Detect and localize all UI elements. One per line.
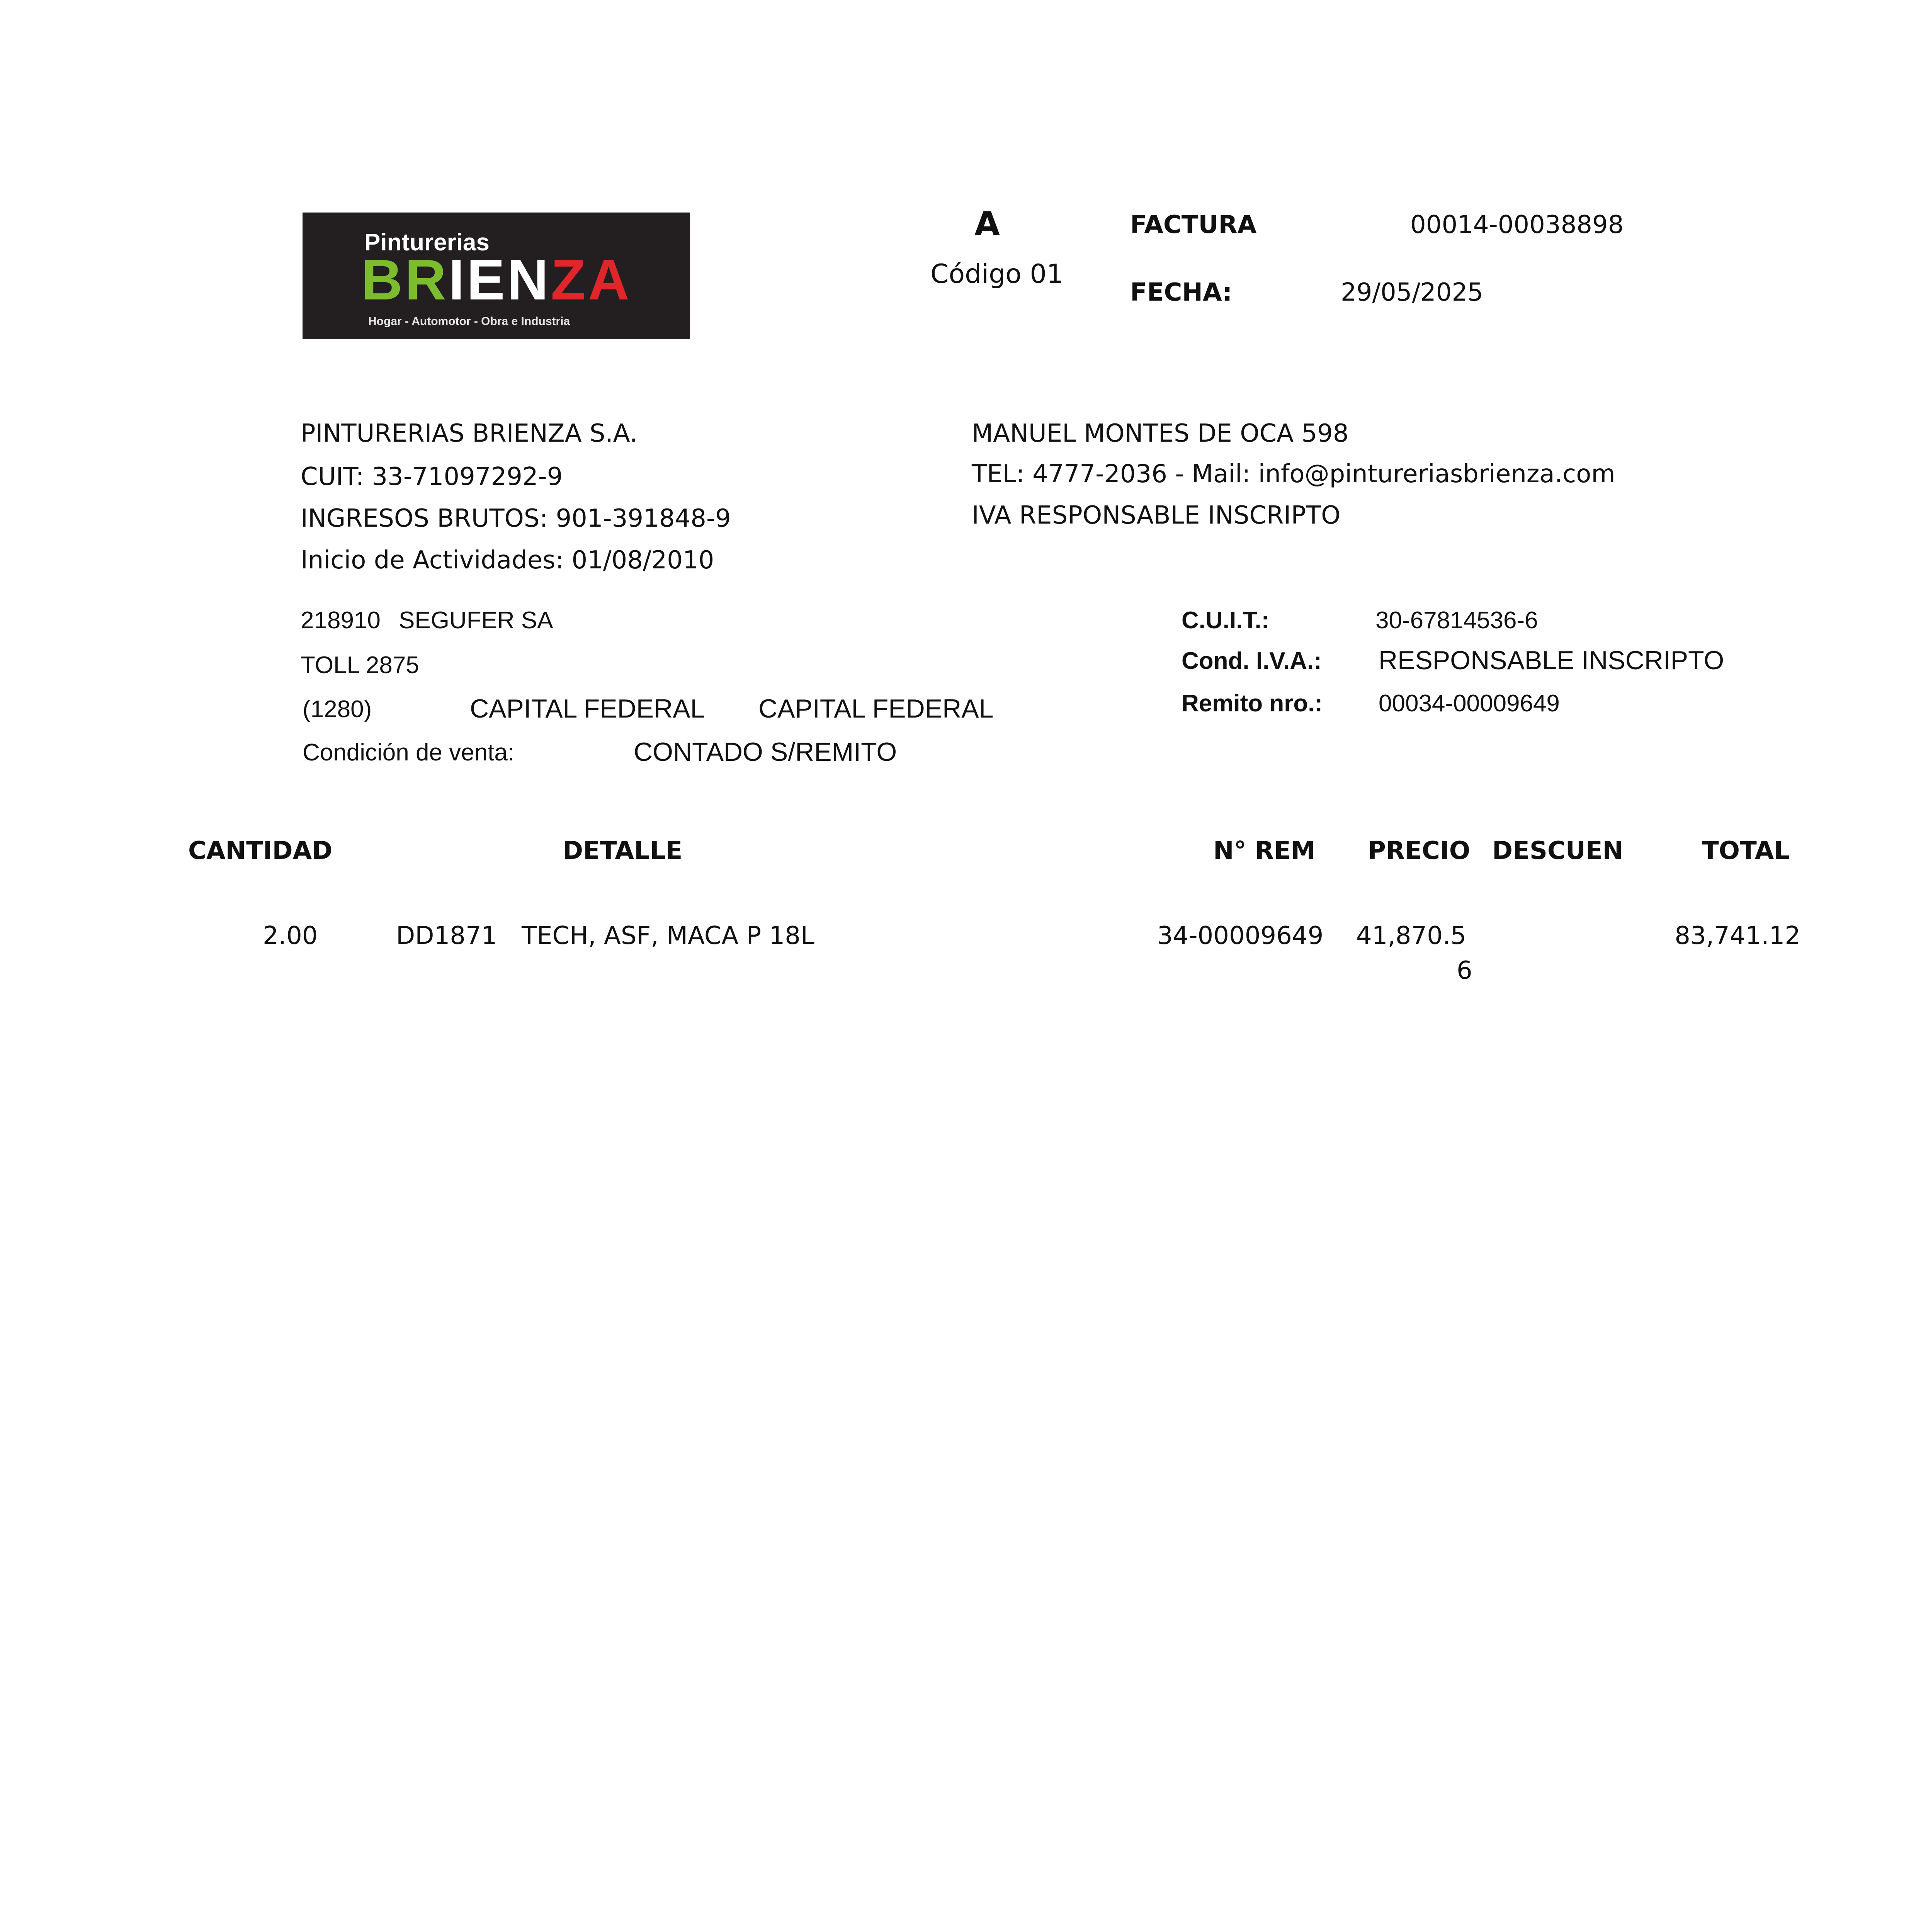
- row-detalle: TECH, ASF, MACA P 18L: [522, 922, 814, 950]
- condicion-label: Condición de venta:: [303, 739, 515, 766]
- col-header-detalle: DETALLE: [563, 837, 683, 865]
- customer-postal: (1280): [303, 696, 372, 723]
- row-nrem: 34-00009649: [1157, 922, 1324, 950]
- row-cantidad: 2.00: [263, 922, 318, 950]
- customer-province: CAPITAL FEDERAL: [758, 694, 994, 723]
- remito-value: 00034-00009649: [1379, 690, 1560, 717]
- customer-cuit-value: 30-67814536-6: [1375, 607, 1538, 634]
- col-header-descuen: DESCUEN: [1492, 837, 1624, 865]
- invoice-code: Código 01: [930, 259, 1064, 289]
- row-precio-wrap: 6: [1457, 956, 1472, 985]
- company-logo: [303, 213, 690, 339]
- issuer-address: MANUEL MONTES DE OCA 598: [972, 419, 1349, 448]
- customer-city: CAPITAL FEDERAL: [470, 694, 705, 723]
- customer-iva-value: RESPONSABLE INSCRIPTO: [1379, 646, 1724, 675]
- issuer-iibb: INGRESOS BRUTOS: 901-391848-9: [301, 504, 731, 533]
- logo-wordmark: [361, 248, 632, 312]
- customer-name: SEGUFER SA: [399, 607, 553, 634]
- row-total: 83,741.12: [1675, 922, 1800, 950]
- factura-number: 00014-00038898: [1410, 211, 1624, 239]
- issuer-iva: IVA RESPONSABLE INSCRIPTO: [972, 501, 1341, 530]
- logo-word-part-3: ZA: [551, 248, 632, 312]
- customer-cuit-label: C.U.I.T.:: [1182, 607, 1270, 634]
- logo-top-text: Pinturerias: [364, 229, 490, 256]
- issuer-inicio: Inicio de Actividades: 01/08/2010: [301, 546, 714, 575]
- condicion-value: CONTADO S/REMITO: [634, 737, 897, 767]
- customer-address: TOLL 2875: [301, 652, 419, 679]
- customer-iva-label: Cond. I.V.A.:: [1182, 648, 1322, 674]
- row-codigo: DD1871: [396, 922, 497, 950]
- customer-code: 218910: [301, 607, 381, 634]
- col-header-cantidad: CANTIDAD: [188, 837, 333, 865]
- remito-label: Remito nro.:: [1182, 690, 1323, 717]
- fecha-label: FECHA:: [1130, 278, 1233, 307]
- logo-subtitle: Hogar - Automotor - Obra e Industria: [368, 315, 570, 328]
- col-header-total: TOTAL: [1702, 837, 1790, 865]
- issuer-cuit: CUIT: 33-71097292-9: [301, 463, 563, 491]
- row-precio: 41,870.5: [1356, 922, 1466, 950]
- invoice-letter: A: [974, 205, 1000, 243]
- issuer-name: PINTURERIAS BRIENZA S.A.: [301, 419, 638, 448]
- fecha-value: 29/05/2025: [1341, 278, 1483, 307]
- logo-word-part-1: BR: [361, 248, 449, 312]
- col-header-precio: PRECIO: [1368, 837, 1471, 865]
- factura-label: FACTURA: [1130, 211, 1257, 239]
- issuer-contact: TEL: 4777-2036 - Mail: info@pintureriasbrienza.com: [972, 460, 1615, 488]
- col-header-nrem: N° REM: [1213, 837, 1316, 865]
- logo-word-part-2: IEN: [448, 248, 551, 312]
